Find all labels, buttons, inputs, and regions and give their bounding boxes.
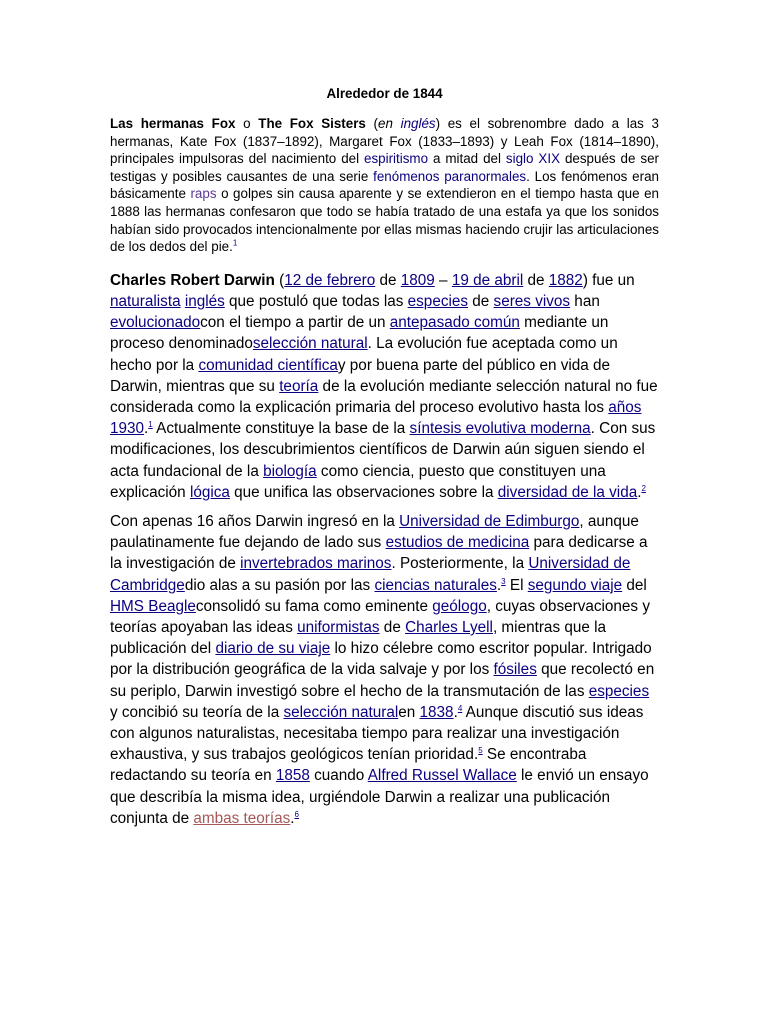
link-ingles[interactable]: inglés <box>184 292 225 310</box>
text: . <box>144 420 149 438</box>
bold-term: The Fox Sisters <box>258 116 366 131</box>
link-segundo-viaje[interactable]: segundo viaje <box>527 576 623 594</box>
text: El <box>505 576 528 594</box>
text: que recolectó en su periplo, Darwin investigó sobre el hecho de la transmutación de las <box>110 661 655 700</box>
link-biologia[interactable]: biología <box>263 462 317 480</box>
footnote-1[interactable]: 1 <box>148 420 153 430</box>
link-seleccion-natural[interactable]: selección natural <box>283 703 399 721</box>
text: en <box>378 116 393 131</box>
link-ingles[interactable]: inglés <box>400 116 436 131</box>
text: en <box>398 703 420 721</box>
link-diario-de-su-viaje[interactable]: diario de su viaje <box>215 640 331 658</box>
text: que unifica las observaciones sobre la <box>229 483 498 501</box>
link-raps[interactable]: raps <box>190 186 217 202</box>
footnote-5[interactable]: 5 <box>478 746 483 756</box>
text: a mitad del <box>428 151 506 167</box>
text: para dedicarse a la investigación de <box>110 534 648 573</box>
text: de <box>468 292 494 310</box>
text: . La evolución fue aceptada como un hecho por la <box>110 335 618 374</box>
link-espiritismo[interactable]: espiritismo <box>364 151 429 167</box>
link-seres-vivos[interactable]: seres vivos <box>493 292 571 310</box>
text: de la evolución mediante selección natural no fue considerada como la explicación primaria del proceso evolutivo hasta los <box>110 377 658 416</box>
footnote-6[interactable]: 6 <box>294 809 299 819</box>
link-universidad-de-cambridge[interactable]: Universidad de Cambridge <box>110 555 631 594</box>
text: del <box>622 576 647 594</box>
text: con el tiempo a partir de un <box>200 314 390 332</box>
link-sintesis-evolutiva-moderna[interactable]: síntesis evolutiva moderna <box>409 420 591 438</box>
text: ( <box>365 116 379 131</box>
text: de <box>379 619 406 636</box>
text: Se encontraba redactando su teoría en <box>110 746 587 785</box>
paragraph-darwin-career <box>110 511 659 829</box>
link-estudios-de-medicina[interactable]: estudios de medicina <box>385 534 530 552</box>
text: . <box>453 703 458 721</box>
text: . <box>290 809 295 827</box>
link-1858[interactable]: 1858 <box>275 767 310 785</box>
text: , mientras que la publicación del <box>110 619 607 658</box>
text: . Con sus modificaciones, los descubrimientos científicos de Darwin aún siguen siendo el acta fundacional de la <box>110 420 656 480</box>
text: como ciencia, puesto que constituyen una explicación <box>110 462 606 501</box>
paragraph-fox-sisters <box>110 115 659 256</box>
link-charles-lyell[interactable]: Charles Lyell <box>405 619 493 636</box>
text: y concibió su teoría de la <box>110 703 284 721</box>
text: Aunque discutió sus ideas con algunos naturalistas, necesitaba tiempo para realizar una investigación exhaustiva, y sus trabajos geológicos tenían prioridad. <box>110 703 644 764</box>
link-1838[interactable]: 1838 <box>419 703 454 721</box>
footnote-2[interactable]: 2 <box>641 483 646 493</box>
link-geologo[interactable]: geólogo <box>432 597 487 615</box>
text: ) es el sobrenombre dado a las 3 hermanas, Kate Fox (1837–1892), Margaret Fox (1833–1893) y Leah Fox (1814–1890), principales impulsoras del nacimiento del <box>110 116 659 167</box>
text: o golpes sin causa aparente y se extendieron en el tiempo hasta que en 1888 las hermanas confesaron que todo se había tratado de una estafa ya que los sonidos habían sido provocados intencionalmente por ellas mismas haciendo crujir las articulaciones de los dedos del pie. <box>110 186 659 255</box>
link-ambas-teorias[interactable]: ambas teorías <box>193 809 291 827</box>
link-hms-beagle[interactable]: HMS Beagle <box>110 597 196 615</box>
text: ) fue un <box>582 271 635 289</box>
text: . <box>637 483 642 501</box>
text: . Los fenómenos eran básicamente <box>110 168 659 202</box>
link-19-de-abril[interactable]: 19 de abril <box>451 271 524 289</box>
text: o <box>235 116 259 131</box>
link-invertebrados-marinos[interactable]: invertebrados marinos <box>240 555 392 573</box>
link-fosiles[interactable]: fósiles <box>493 661 537 679</box>
bold-term: Charles Robert Darwin <box>110 271 275 289</box>
text: . Posteriormente, la <box>391 555 529 573</box>
text: después de ser testigas y posibles causantes de una serie <box>110 151 659 184</box>
link-siglo-xix[interactable]: siglo XIX <box>505 151 560 167</box>
text: ( <box>274 271 285 289</box>
text: lo hizo célebre como escritor popular. Intrigado por la distribución geográfica de la vida salvaje y por los <box>110 640 652 679</box>
document-title: Alrededor de 1844 <box>326 86 443 101</box>
text: Con apenas 16 años Darwin ingresó en la <box>110 512 400 530</box>
link-uniformistas[interactable]: uniformistas <box>297 619 380 636</box>
link-especies[interactable]: especies <box>407 292 469 310</box>
link-alfred-russel-wallace[interactable]: Alfred Russel Wallace <box>367 767 517 785</box>
link-diversidad-de-la-vida[interactable]: diversidad de la vida <box>497 483 638 501</box>
text: y por buena parte del público en vida de Darwin, mientras que su <box>110 356 611 395</box>
text: , aunque paulatinamente fue dejando de lado sus <box>110 512 639 552</box>
link-comunidad-cientifica[interactable]: comunidad científica <box>198 356 338 374</box>
link-1809[interactable]: 1809 <box>400 271 435 289</box>
link-ciencias-naturales[interactable]: ciencias naturales <box>374 576 497 594</box>
text: Actualmente constituye la base de la <box>152 420 410 438</box>
bold-term: Las hermanas Fox <box>110 116 236 131</box>
text: que postuló que todas las <box>224 292 408 310</box>
text: han <box>570 292 600 310</box>
footnote-3[interactable]: 3 <box>501 576 506 586</box>
text: – <box>434 271 452 289</box>
link-1882[interactable]: 1882 <box>548 271 583 289</box>
text: . <box>496 576 502 594</box>
link-especies[interactable]: especies <box>588 682 650 700</box>
text: , cuyas observaciones y teorías apoyaban las ideas <box>110 597 650 636</box>
paragraph-darwin-intro <box>110 270 659 503</box>
link-12-de-febrero[interactable]: 12 de febrero <box>284 271 376 289</box>
link-antepasado-comun[interactable]: antepasado común <box>389 314 520 332</box>
text: de <box>375 271 401 289</box>
text: le envió un ensayo que describía la misma idea, urgiéndole Darwin a realizar una publicación conjunta de <box>110 767 649 827</box>
link-logica[interactable]: lógica <box>189 483 230 501</box>
link-universidad-de-edimburgo[interactable]: Universidad de Edimburgo <box>399 512 580 530</box>
link-anos-1930[interactable]: años 1930 <box>110 398 642 438</box>
text: de <box>523 271 549 289</box>
text: cuando <box>309 767 368 785</box>
text: dio alas a su pasión por las <box>184 576 375 594</box>
footnote-4[interactable]: 4 <box>457 703 463 713</box>
text: consolidó su fama como eminente <box>195 597 433 615</box>
link-seleccion-natural[interactable]: selección natural <box>252 335 368 353</box>
link-teoria[interactable]: teoría <box>279 377 319 395</box>
link-naturalista[interactable]: naturalista <box>110 292 181 310</box>
link-evolucionado[interactable]: evolucionado <box>110 314 201 332</box>
footnote-1[interactable]: 1 <box>232 238 238 248</box>
link-fenomenos-paranormales[interactable]: fenómenos paranormales <box>373 168 527 184</box>
text: mediante un proceso denominado <box>110 314 609 353</box>
